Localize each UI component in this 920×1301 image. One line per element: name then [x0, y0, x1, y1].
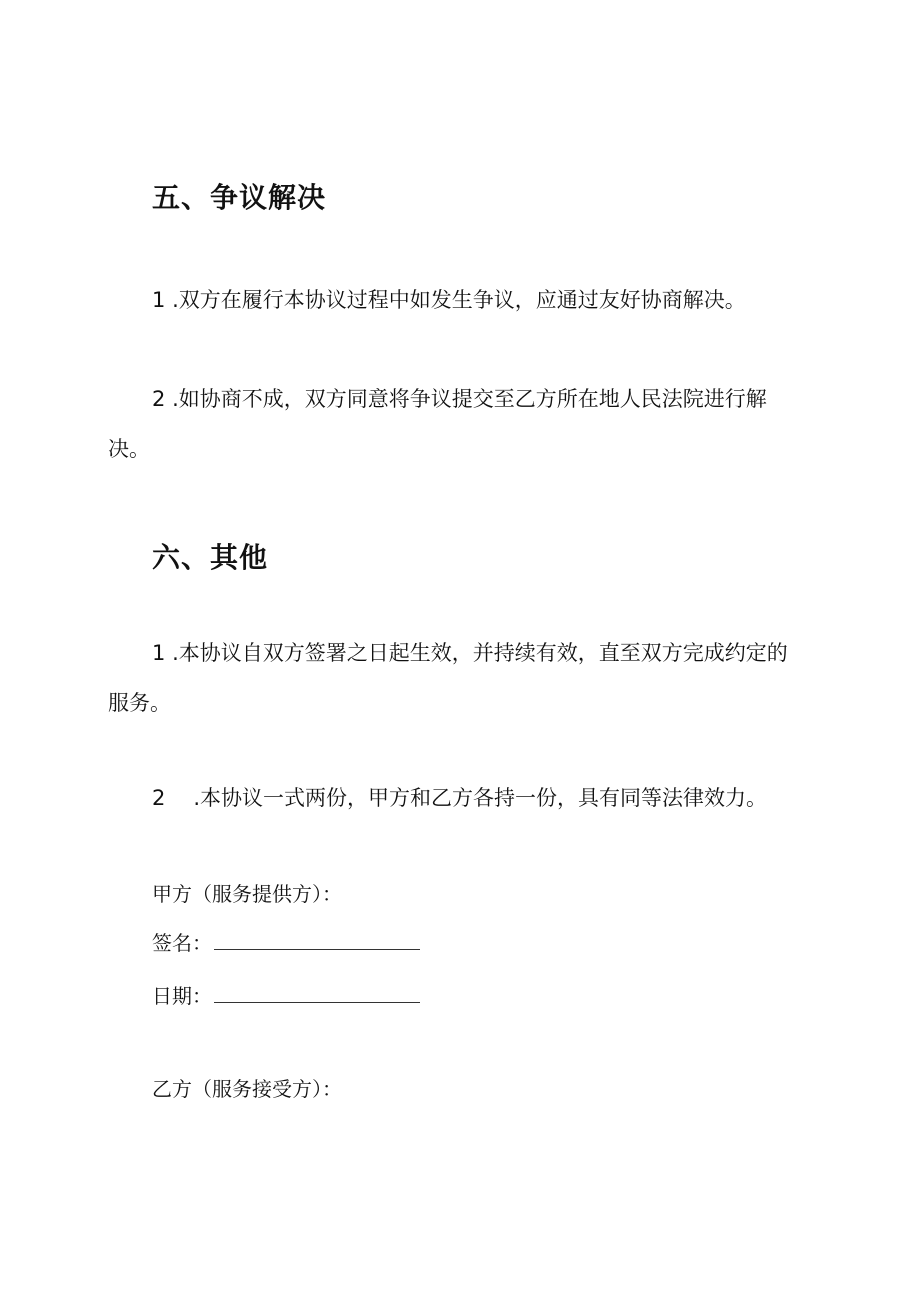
- item-text-continuation: 决。: [108, 437, 150, 461]
- item-text: .本协议一式两份，甲方和乙方各持一份，具有同等法律效力。: [193, 786, 768, 810]
- section-five-item-1: [108, 275, 828, 325]
- item-text-continuation: 服务。: [108, 691, 171, 715]
- item-number: 2: [152, 786, 166, 810]
- party-a-date-row: [152, 982, 420, 1010]
- item-text: .本协议自双方签署之日起生效，并持续有效，直至双方完成约定的: [172, 641, 788, 665]
- date-label: 日期：: [152, 984, 212, 1008]
- section-five-title: 五、争议解决: [152, 181, 327, 214]
- item-text: .双方在履行本协议过程中如发生争议，应通过友好协商解决。: [172, 288, 746, 312]
- party-b-label: 乙方（服务接受方）：: [152, 1077, 342, 1101]
- section-six-item-1: [108, 628, 828, 728]
- party-a-label: 甲方（服务提供方）：: [152, 882, 342, 906]
- section-six-title: 六、其他: [152, 541, 269, 574]
- item-text: .如协商不成，双方同意将争议提交至乙方所在地人民法院进行解: [172, 387, 767, 411]
- date-line: [214, 984, 420, 1003]
- party-a-signature-row: [152, 929, 420, 957]
- section-five-item-2: [108, 374, 828, 474]
- item-number: 1: [152, 641, 166, 665]
- signature-label: 签名：: [152, 931, 212, 955]
- signature-line: [214, 931, 420, 950]
- item-number: 2: [152, 387, 166, 411]
- item-number: 1: [152, 288, 166, 312]
- section-six-item-2: [108, 773, 828, 823]
